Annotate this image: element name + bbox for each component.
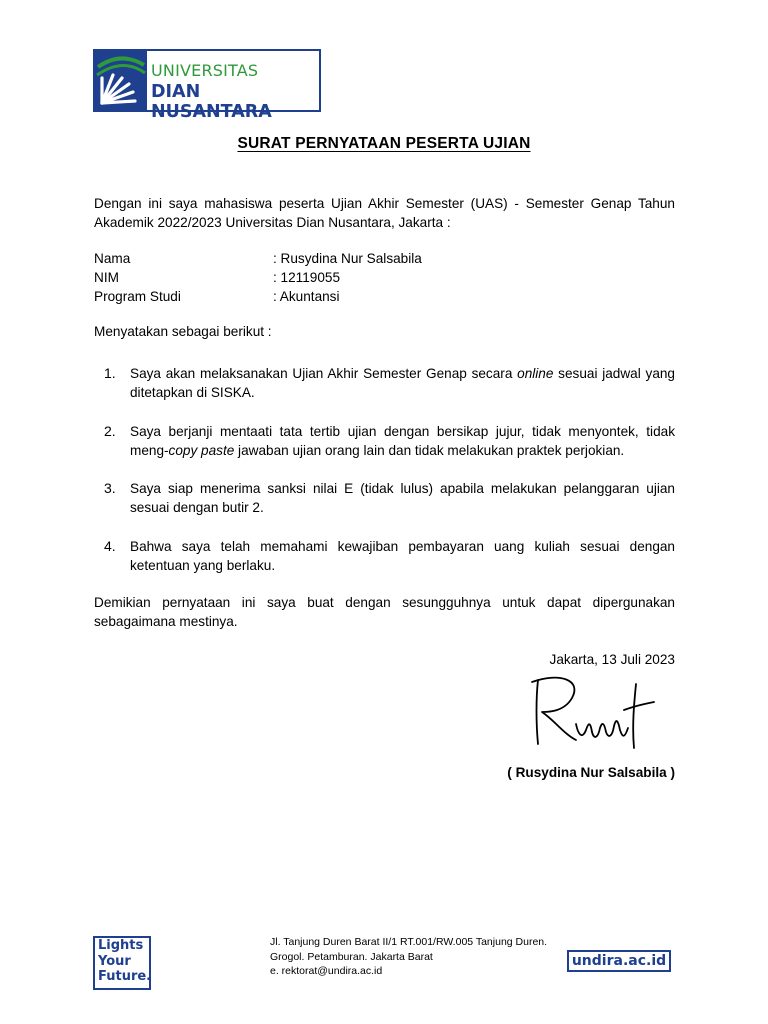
document-title-text: SURAT PERNYATAAN PESERTA UJIAN: [237, 135, 531, 152]
identity-label-name: Nama: [94, 251, 131, 266]
list-item-text: Saya akan melaksanakan Ujian Akhir Semester Genap secara: [130, 366, 518, 381]
list-item-number: 3.: [104, 480, 116, 496]
place-date: Jakarta, 13 Juli 2023: [549, 652, 675, 667]
identity-label-program: Program Studi: [94, 289, 181, 304]
identity-value-name: : Rusydina Nur Salsabila: [273, 251, 422, 266]
closing-paragraph: Demikian pernyataan ini saya buat dengan sesungguhnya untuk dapat dipergunakan sebagaimana mestinya.: [94, 595, 675, 629]
list-item-text: jawaban ujian orang lain dan tidak melakukan praktek perjokian.: [234, 443, 625, 458]
list-item: [130, 422, 675, 460]
tagline-line: Future.: [98, 969, 152, 984]
tagline-line: Lights: [98, 938, 144, 953]
identity-value-program: : Akuntansi: [273, 289, 340, 304]
list-item: [130, 537, 675, 575]
identity-label-nim: NIM: [94, 270, 119, 285]
identity-value-nim: : 12119055: [273, 270, 341, 285]
website-badge: undira.ac.id: [567, 950, 671, 972]
logo-text-dian-nusantara: DIAN NUSANTARA: [151, 82, 272, 122]
address-email: e. rektorat@undira.ac.id: [270, 965, 383, 977]
declaration-heading: Menyatakan sebagai berikut :: [94, 324, 272, 339]
list-item: [130, 479, 675, 517]
list-item-text: sesuai jadwal yang ditetapkan di SISKA.: [130, 366, 675, 400]
list-item-number: 2.: [104, 423, 116, 439]
tagline-box: [93, 936, 151, 990]
document-title: [0, 135, 768, 153]
list-item-text: Saya berjanji mentaati tata tertib ujian dengan bersikap jujur, tidak menyontek, tidak meng-: [130, 424, 675, 458]
sunburst-logo-icon: [95, 51, 147, 110]
list-item-italic: copy paste: [168, 443, 235, 458]
list-item-italic: online: [517, 366, 554, 381]
list-item-number: 4.: [104, 538, 116, 554]
intro-paragraph: Dengan ini saya mahasiswa peserta Ujian Akhir Semester (UAS) - Semester Genap Tahun Akademik 2022/2023 Universitas Dian Nusantara, Jakarta :: [94, 196, 675, 230]
footer-address: [270, 935, 547, 979]
handwritten-signature: [520, 668, 660, 752]
list-item-number: 1.: [104, 365, 116, 381]
tagline-line: Your: [98, 953, 131, 969]
address-line: Grogol. Petamburan. Jakarta Barat: [270, 950, 433, 963]
list-item: [130, 364, 675, 402]
list-item-text: Bahwa saya telah memahami kewajiban pembayaran uang kuliah sesuai dengan ketentuan yang berlaku.: [130, 539, 675, 573]
university-logo: [93, 49, 321, 122]
list-item-text: Saya siap menerima sanksi nilai E (tidak lulus) apabila melakukan pelanggaran ujian sesuai dengan butir 2.: [130, 481, 675, 515]
signer-name: ( Rusydina Nur Salsabila ): [507, 765, 675, 780]
logo-text-universitas: UNIVERSITAS: [151, 61, 259, 80]
address-line: Jl. Tanjung Duren Barat II/1 RT.001/RW.005 Tanjung Duren.: [270, 936, 548, 948]
